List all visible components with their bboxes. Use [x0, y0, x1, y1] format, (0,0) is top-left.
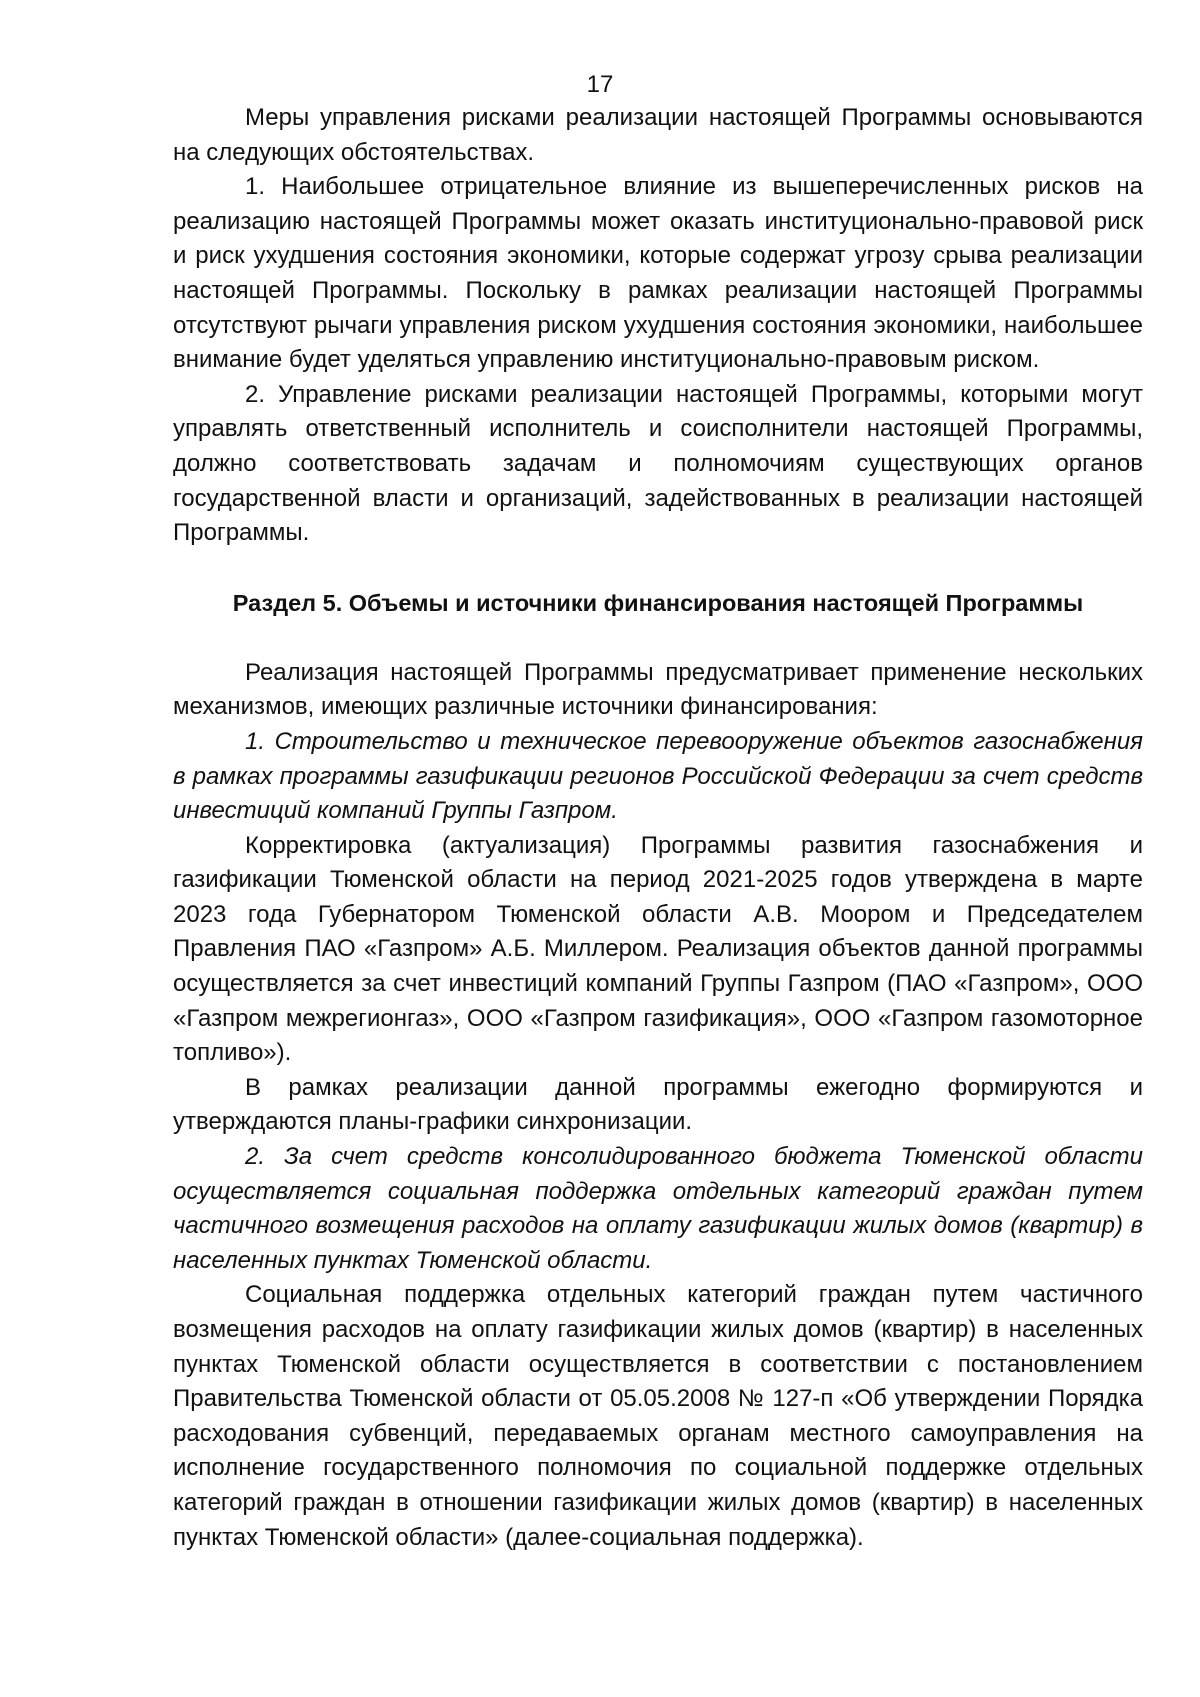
- paragraph-social-support: Социальная поддержка отдельных категорий граждан путем частичного возмещения расходов на оплату газификации жилых домов (квартир) в населенных пунктах Тюменской области осуществляется в соответствии с постановлением Правительства Тюменской области от 05.05.2008 № 127-п «Об утверждении Порядка расходования субвенций, передаваемых органам местного самоуправления на исполнение государственного полномочия по социальной поддержке отдельных категорий граждан в отношении газификации жилых домов (квартир) в населенных пунктах Тюменской области» (далее-социальная поддержка).: [173, 1281, 1143, 1551]
- document-body: [173, 101, 1143, 1555]
- paragraph-financing-item-1: 1. Строительство и техническое перевооружение объектов газоснабжения в рамках программы газификации регионов Российской Федерации за счет средств инвестиций компаний Группы Газпром.: [173, 727, 1143, 825]
- paragraph-risk-2: 2. Управление рисками реализации настоящей Программы, которыми могут управлять ответственный исполнитель и соисполнители настоящей Программы, должно соответствовать задачам и полномочиям существующих органов государственной власти и организаций, задействованных в реализации настоящей Программы.: [173, 380, 1143, 547]
- page-number: 17: [586, 71, 614, 98]
- section-heading: Раздел 5. Объемы и источники финансирования настоящей Программы: [232, 589, 1084, 616]
- paragraph-financing-item-2: 2. За счет средств консолидированного бюджета Тюменской области осуществляется социальная поддержка отдельных категорий граждан путем частичного возмещения расходов на оплату газификации жилых домов (квартир) в населенных пунктах Тюменской области.: [173, 1143, 1143, 1274]
- paragraph-sync-schedules: В рамках реализации данной программы ежегодно формируются и утверждаются планы-графики синхронизации.: [173, 1073, 1143, 1136]
- paragraph-financing-intro: Реализация настоящей Программы предусматривает применение нескольких механизмов, имеющих различные источники финансирования:: [173, 658, 1143, 721]
- paragraph-risk-1: 1. Наибольшее отрицательное влияние из вышеперечисленных рисков на реализацию настоящей Программы может оказать институционально-правовой риск и риск ухудшения состояния экономики, которые содержат угрозу срыва реализации настоящей Программы. Поскольку в рамках реализации настоящей Программы отсутствуют рычаги управления риском ухудшения состояния экономики, наибольшее внимание будет уделяться управлению институционально-правовым риском.: [173, 173, 1143, 374]
- paragraph-risk-intro: Меры управления рисками реализации настоящей Программы основываются на следующих обстоятельствах.: [173, 104, 1143, 166]
- paragraph-gazprom-program: Корректировка (актуализация) Программы развития газоснабжения и газификации Тюменской области на период 2021-2025 годов утверждена в марте 2023 года Губернатором Тюменской области А.В. Моором и Председателем Правления ПАО «Газпром» А.Б. Миллером. Реализация объектов данной программы осуществляется за счет инвестиций компаний Группы Газпром (ПАО «Газпром», ООО «Газпром межрегионгаз», ООО «Газпром газификация», ООО «Газпром газомоторное топливо»).: [173, 831, 1143, 1067]
